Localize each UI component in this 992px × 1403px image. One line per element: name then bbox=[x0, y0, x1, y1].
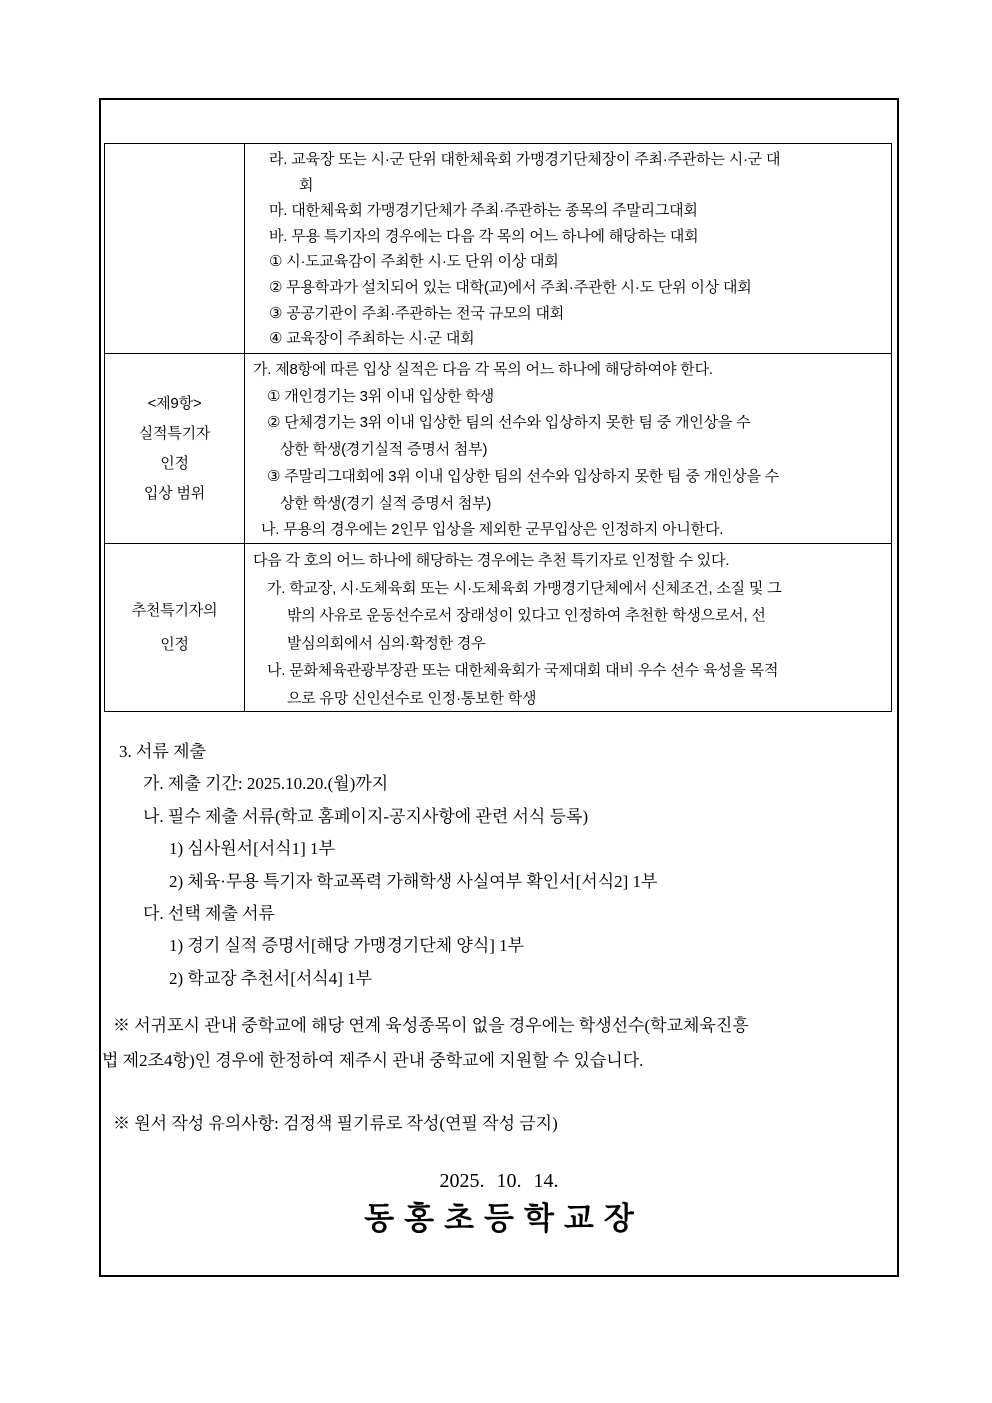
body-text-line: 1) 경기 실적 증명서[해당 가맹경기단체 양식] 1부 bbox=[169, 936, 525, 956]
table-text-line: 발심의회에서 심의·확정한 경우 bbox=[287, 634, 486, 652]
table-text-line: 가. 학교장, 시·도체육회 또는 시·도체육회 가맹경기단체에서 신체조건, 소질 및 그 bbox=[267, 579, 782, 597]
table-text-line: ② 무용학과가 설치되어 있는 대학(교)에서 주최·주관한 시·도 단위 이상 대회 bbox=[269, 278, 752, 296]
issue-date: 2025. 10. 14. bbox=[439, 1170, 559, 1192]
body-text-line: 2) 학교장 추천서[서식4] 1부 bbox=[169, 968, 373, 988]
row-label-line: 인정 bbox=[160, 454, 189, 472]
body-text-line: 다. 선택 제출 서류 bbox=[143, 904, 275, 924]
section-heading: 3. 서류 제출 bbox=[119, 742, 206, 761]
note-line: 법 제2조4항)인 경우에 한정하여 제주시 관내 중학교에 지원할 수 있습니다. bbox=[102, 1051, 644, 1070]
table-text-line: 다음 각 호의 어느 하나에 해당하는 경우에는 추천 특기자로 인정할 수 있다. bbox=[253, 552, 730, 569]
table-text-line: 상한 학생(경기실적 증명서 첨부) bbox=[280, 441, 488, 459]
row-label-line: 실적특기자 bbox=[138, 424, 211, 442]
note-paragraph: ※ 원서 작성 유의사항: 검정색 필기류로 작성(연필 작성 금지) bbox=[113, 1114, 558, 1133]
row-content-cell bbox=[245, 544, 891, 711]
row-label-cell bbox=[105, 354, 245, 543]
row-label-line: 추천특기자의 bbox=[131, 601, 218, 619]
submission-section bbox=[99, 736, 899, 995]
criteria-table bbox=[104, 143, 892, 712]
table-text-line: 상한 학생(경기 실적 증명서 첨부) bbox=[280, 494, 492, 512]
body-text-line: 2) 체육·무용 특기자 학교폭력 가해학생 사실여부 확인서[서식2] 1부 bbox=[169, 871, 658, 891]
row-label-line: <제9항> bbox=[147, 394, 202, 412]
table-text-line: 마. 대한체육회 가맹경기단체가 주최·주관하는 종목의 주말리그대회 bbox=[269, 202, 698, 220]
note-line: ※ 서귀포시 관내 중학교에 해당 연계 육성종목이 없을 경우에는 학생선수(학교체육진흥 bbox=[113, 1016, 749, 1035]
table-text-line: 밖의 사유로 운동선수로서 장래성이 있다고 인정하여 추천한 학생으로서, 선 bbox=[287, 607, 766, 625]
table-row bbox=[105, 543, 891, 711]
table-text-line: 나. 문화체육관광부장관 또는 대한체육회가 국제대회 대비 우수 선수 육성을 목적 bbox=[267, 662, 779, 680]
row-label-cell bbox=[105, 544, 245, 711]
row-label-cell-empty bbox=[105, 144, 245, 353]
row-content-cell bbox=[245, 354, 891, 543]
table-text-line: 으로 유망 신인선수로 인정·통보한 학생 bbox=[287, 689, 537, 707]
table-text-line: 가. 제8항에 따른 입상 실적은 다음 각 목의 어느 하나에 해당하여야 한다. bbox=[253, 361, 713, 378]
table-row bbox=[105, 353, 891, 543]
row-label-line: 인정 bbox=[160, 635, 189, 653]
row-label-line: 입상 범위 bbox=[143, 484, 206, 502]
table-text-line: 나. 무용의 경우에는 2인무 입상을 제외한 군무입상은 인정하지 아니한다. bbox=[261, 521, 724, 539]
body-text-line: 1) 심사원서[서식1] 1부 bbox=[169, 839, 335, 859]
body-text-line: 나. 필수 제출 서류(학교 홈페이지-공지사항에 관련 서식 등록) bbox=[143, 806, 589, 826]
table-text-line: 회 bbox=[299, 176, 314, 194]
body-text-line: 가. 제출 기간: 2025.10.20.(월)까지 bbox=[143, 774, 389, 794]
table-text-line: ① 개인경기는 3위 이내 입상한 학생 bbox=[267, 387, 494, 405]
row-content-cell bbox=[245, 144, 891, 353]
table-text-line: 라. 교육장 또는 시·군 단위 대한체육회 가맹경기단체장이 주최·주관하는 시·군 대 bbox=[269, 151, 781, 168]
table-text-line: 바. 무용 특기자의 경우에는 다음 각 목의 어느 하나에 해당하는 대회 bbox=[269, 227, 699, 245]
table-text-line: ① 시·도교육감이 주최한 시·도 단위 이상 대회 bbox=[269, 253, 559, 271]
table-text-line: ③ 공공기관이 주최·주관하는 전국 규모의 대회 bbox=[269, 304, 565, 322]
principal-signature: 동홍초등학교장 bbox=[364, 1201, 644, 1236]
table-text-line: ④ 교육장이 주최하는 시·군 대회 bbox=[269, 330, 475, 348]
table-row bbox=[105, 144, 891, 353]
note-paragraph bbox=[99, 1008, 897, 1078]
table-text-line: ③ 주말리그대회에 3위 이내 입상한 팀의 선수와 입상하지 못한 팀 중 개인상을 수 bbox=[267, 467, 779, 485]
table-text-line: ② 단체경기는 3위 이내 입상한 팀의 선수와 입상하지 못한 팀 중 개인상을 수 bbox=[267, 414, 751, 432]
